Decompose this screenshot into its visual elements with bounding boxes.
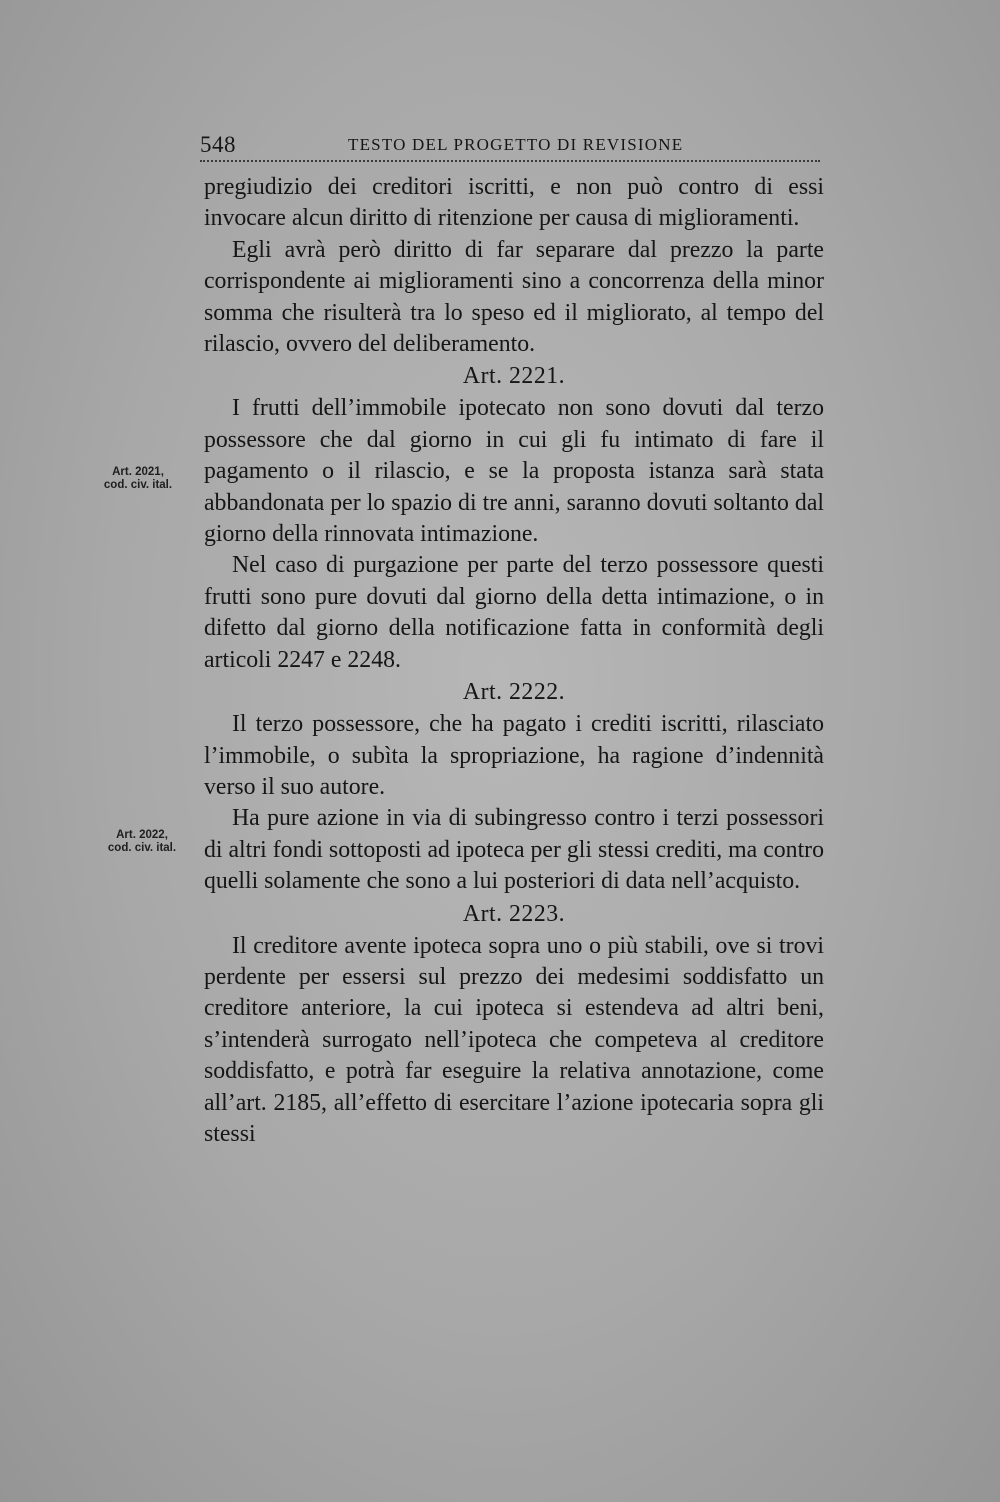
margin-note-art-2022 xyxy=(96,829,188,855)
margin-note-line: Art. 2022, xyxy=(116,829,168,841)
article-heading: Art. 2223. xyxy=(462,900,566,927)
paragraph: I frutti dell’immobile ipotecato non sono dovuti dal terzo possessore che dal giorno in cui gli fu intimato di fare il pagamento o il rilascio, e se la proposta istanza sarà stata abbandonata per lo spazio di tre anni, saranno dovuti soltanto dal giorno della rinnovata intimazione. xyxy=(204,395,824,548)
paragraph: pregiudizio dei creditori iscritti, e non può contro di essi invocare alcun diritto di ritenzione per causa di miglioramenti. xyxy=(204,174,824,232)
margin-note-line: cod. civ. ital. xyxy=(103,479,173,491)
article-heading: Art. 2222. xyxy=(462,679,566,706)
article-heading: Art. 2221. xyxy=(462,363,566,390)
margin-note-art-2021 xyxy=(92,466,184,492)
margin-note-line: Art. 2021, xyxy=(112,466,164,478)
running-head xyxy=(200,132,820,162)
paragraph: Ha pure azione in via di subingresso contro i terzi possessori di altri fondi sottoposti ad ipoteca per gli stessi crediti, ma contro quelli solamente che sono a lui posteriori di data nell’acquisto. xyxy=(204,805,824,895)
header-dotted-rule xyxy=(200,160,820,162)
paragraph: Nel caso di purgazione per parte del terzo possessore questi frutti sono pure dovuti dal giorno della detta intimazione, o in difetto dal giorno della notificazione fatta in conformità degli articoli 2247 e 2248. xyxy=(204,552,824,673)
body-text xyxy=(204,172,824,1150)
paragraph: Il terzo possessore, che ha pagato i crediti iscritti, rilasciato l’immobile, o subìta la spropriazione, ha ragione d’indennità verso il suo autore. xyxy=(204,711,824,800)
paragraph: Egli avrà però diritto di far separare dal prezzo la parte corrispondente ai miglioramenti sino a concorrenza della minor somma che risulterà tra lo speso ed il migliorato, al tempo del rilascio, ovvero del deliberamento. xyxy=(204,236,824,358)
page-number: 548 xyxy=(200,132,236,157)
running-title: TESTO DEL PROGETTO DI REVISIONE xyxy=(348,135,684,154)
paragraph: Il creditore avente ipoteca sopra uno o più stabili, ove si trovi perdente per essersi sul prezzo dei medesimi soddisfatto un creditore anteriore, la cui ipoteca si estendeva ad altri beni, s’intenderà surrogato nell’ipoteca che competeva al creditore soddisfatto, e potrà far eseguire la relativa annotazione, come all’art. 2185, all’effetto di esercitare l’azione ipotecaria sopra gli stessi xyxy=(204,932,824,1147)
margin-note-line: cod. civ. ital. xyxy=(107,842,177,854)
